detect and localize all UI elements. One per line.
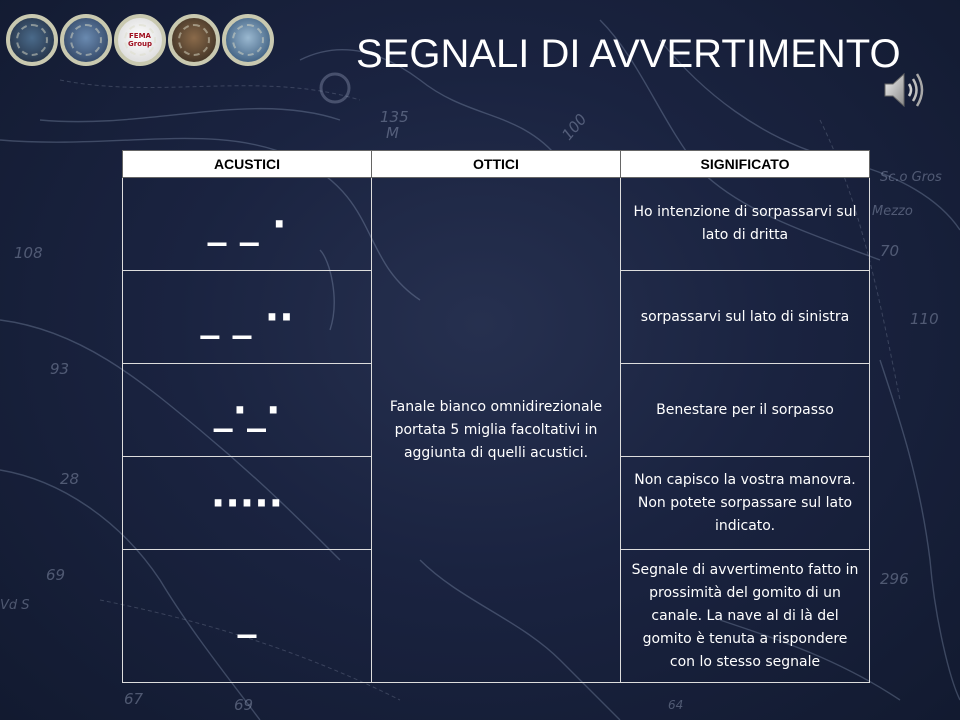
map-label: 135 <box>380 108 409 126</box>
emblem-5-icon <box>222 14 274 66</box>
acoustic-signal: _ _ · <box>123 178 372 271</box>
map-label: M <box>386 124 399 142</box>
map-label: Vd S <box>0 598 30 613</box>
map-label: 296 <box>880 570 909 588</box>
map-label: 67 <box>124 690 144 708</box>
map-label: 93 <box>50 360 70 378</box>
acoustic-signal: _ _ ·· <box>123 271 372 364</box>
acoustic-signal: ····· <box>123 457 372 550</box>
emblem-4-icon <box>168 14 220 66</box>
map-label: 108 <box>14 244 43 262</box>
map-label: Sc.o Gros <box>880 170 942 185</box>
acoustic-signal: _ <box>123 550 372 683</box>
header-optical: OTTICI <box>372 151 621 178</box>
table-row <box>123 178 870 271</box>
map-label: 64 <box>668 698 684 712</box>
speaker-icon[interactable] <box>882 70 926 110</box>
map-label: 69 <box>234 696 254 714</box>
slide-title: SEGNALI DI AVVERTIMENTO <box>356 32 901 76</box>
map-label: Mezzo <box>872 204 913 219</box>
header-meaning: SIGNIFICATO <box>621 151 870 178</box>
fema-logo <box>114 14 166 66</box>
signal-meaning: Segnale di avvertimento fatto in prossimità del gomito di un canale. La nave al di là del gomito è tenuta a rispondere con lo stesso segnale <box>621 550 870 683</box>
map-label: 70 <box>880 242 900 260</box>
acoustic-signal: _·_· <box>123 364 372 457</box>
warning-signals-table <box>122 150 870 683</box>
signal-meaning: Non capisco la vostra manovra. Non potete sorpassare sul lato indicato. <box>621 457 870 550</box>
emblem-2-icon <box>60 14 112 66</box>
table-header-row <box>123 151 870 178</box>
signal-meaning: Ho intenzione di sorpassarvi sul lato di dritta <box>621 178 870 271</box>
fema-logo-text: FEMA Group <box>128 32 153 48</box>
map-label: 69 <box>46 566 66 584</box>
optical-signal-description: Fanale bianco omnidirezionale portata 5 miglia facoltativi in aggiunta di quelli acustici. <box>372 178 621 683</box>
signal-meaning: sorpassarvi sul lato di sinistra <box>621 271 870 364</box>
logo-strip <box>6 14 274 66</box>
map-label: 100 <box>558 110 591 144</box>
signal-meaning: Benestare per il sorpasso <box>621 364 870 457</box>
emblem-1-icon <box>6 14 58 66</box>
map-label: 28 <box>60 470 80 488</box>
header-acoustic: ACUSTICI <box>123 151 372 178</box>
map-label: 110 <box>910 310 939 328</box>
